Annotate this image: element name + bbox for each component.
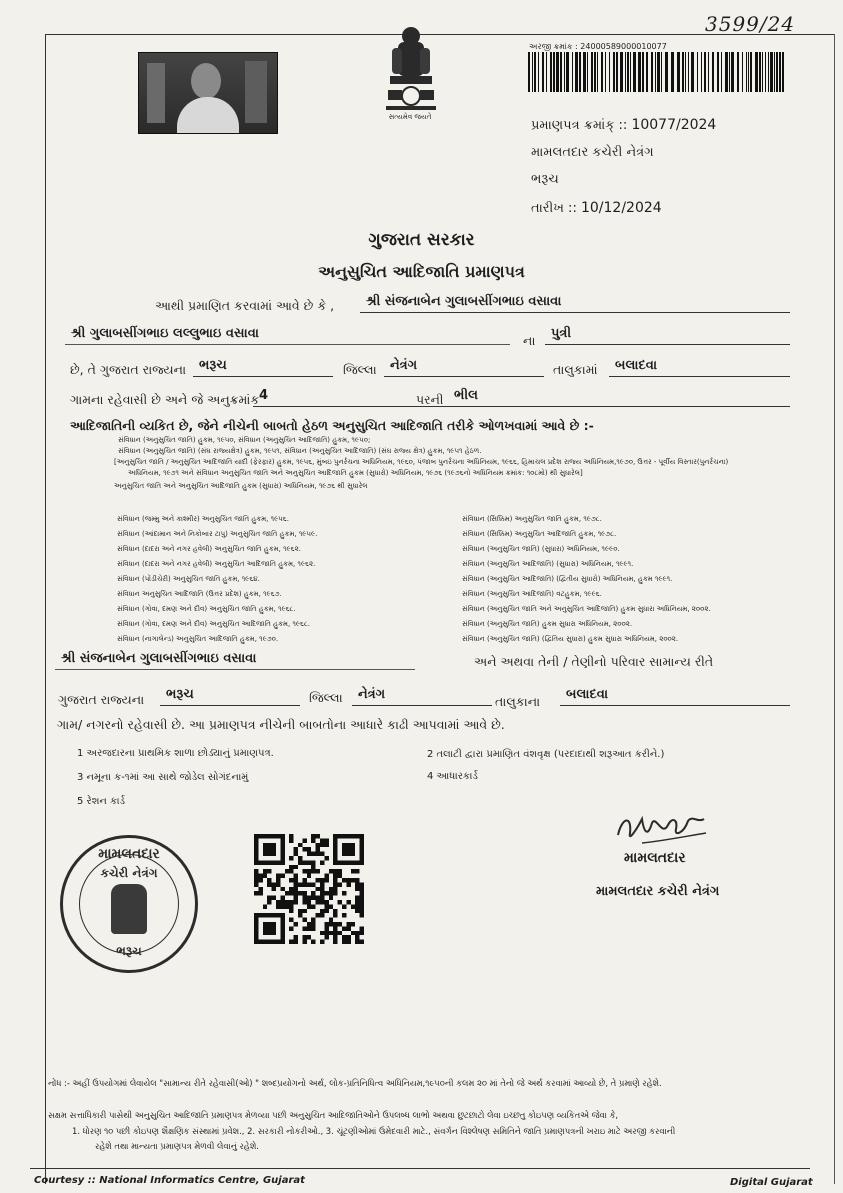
note-benefits-list: 1. ધોરણ ૧૦ પછી કોઇપણ શૈક્ષણિક સંસ્થામાં પ્રવેશ., 2. સરકારી નોકરીઓ., 3. ચૂંટણીઓમાં ઉમેદવારી માટે., સંવર્ગન વિશ્લેષણ સમિતિને જાતિ પ્રમાણપત્રની ખરાઇ માટે અરજી કરવાની (72, 1126, 676, 1136)
application-number: અરજી ક્રમાંક : 24000589000010077 (529, 42, 667, 51)
district-label: જિલ્લા (343, 362, 377, 377)
tribe-name: ભીલ (448, 387, 790, 407)
issue-date: તારીખ :: 10/12/2024 (531, 200, 662, 216)
barcode (528, 52, 788, 92)
residence-taluka-label: તાલુકાના (495, 694, 541, 709)
parni-label: પરની (416, 392, 444, 407)
taluka-label: તાલુકામાં (553, 362, 598, 377)
orders-right-list: સંવિધાન (સિક્કિમ) અનુસુચિત જાતિ હુકમ, ૧૯૭૮. સંવિધાન (સિક્કિમ) અનુસુચિત આદિજાતિ હુકમ, ૧૯૭૮. સંવિધાન (અનુસુચિત જાતિ) (સુધારા) અધિનિયમ, ૧૯૯૦. સંવિધાન (અનુસુચિત આદિજાતિ) (સુધારા) અધિનિયમ, ૧૯૯૧. સંવિધાન (અનુસુચિત આદિજાતિ) (દ્વિતીય સુધારો) અધિનિયમ, હુકમ ૧૯૯૧. સંવિધાન (અનુસુચિત આદિજાતિ) વટહુકમ, ૧૯૯૬. સંવિધાન (અનુસુચિત જાતિ અને અનુસુચિત આદિજાતિ) હુકમ સુધારા અધિનિયમ, ૨૦૦૨. સંવિધાન (અનુસુચિત જાતિ) હુકમ સુધારા અધિનિયમ, ૨૦૦૨. સંવિધાન (અનુસુચિત જાતિ) (દ્વિતિય સુધારા) હુકમ સુધારા અધિનિયમ, ૨૦૦૨. (462, 515, 711, 643)
note-residence: નોંધ :- અહીં ઉપયોગમાં લેવાયેલ "સામાન્ય રીતે રહેવાસી(ઓ) " શબ્દપ્રયોગનો અર્થ, લોક-પ્રતિનિધિત્વ અધિનિયમ,૧૯૫૦ની કલમ ૨૦ માં તેનો જે અર્થ કરવામાં આવ્યો છે, તે પ્રમાણે રહેશે. (48, 1078, 662, 1088)
footer-courtesy: Courtesy :: National Informatics Centre, Gujarat (34, 1175, 305, 1186)
district-value: ભરૂચ (193, 357, 333, 377)
village-value: બલાદવા (609, 357, 790, 377)
document-item-5: 5 રેશન કાર્ડ (77, 796, 126, 807)
issuing-office: મામલતદાર કચેરી નેત્રંગ (531, 145, 654, 160)
residence-district-label: જિલ્લા (309, 690, 343, 705)
officer-signature (612, 807, 712, 851)
note-benefits-end: રહેશે તથા માન્યતા પ્રમાણપત્ર મેળવી લેવાનું રહેશે. (95, 1141, 259, 1151)
taluka-value: નેત્રંગ (384, 357, 544, 377)
document-item-4: 4 આધારકાર્ડ (427, 771, 478, 782)
father-name: શ્રી ગુલાબસીંગભાઇ લલ્લુભાઇ વસાવા (65, 325, 510, 345)
residence-state-label: ગુજરાત રાજ્યના (58, 692, 145, 707)
residence-statement: ગામ/ નગરનો રહેવાસી છે. આ પ્રમાણપત્ર નીચેની બાબતોના આધારે કાઢી આપવામાં આવે છે. (57, 717, 505, 732)
applicant-photo (138, 52, 278, 134)
identification-statement: આદિજાતિની વ્યકિત છે, જેને નીચેની બાબતો હેઠળ અનુસુચિત આદિજાતિ તરીકે ઓળખવામાં આવે છે :- (70, 418, 594, 433)
na-label: ના (523, 333, 536, 348)
applicant-name: શ્રી સંજનાબેન ગુલાબસીંગભાઇ વસાવા (360, 293, 790, 313)
resident-label: ગામના રહેવાસી છે અને જે અનુક્રમાંક (70, 392, 260, 407)
footer-digital-gujarat: Digital Gujarat (730, 1177, 813, 1188)
office-seal: મામલતદાર કચેરી નેત્રંગ ભરૂચ (60, 835, 198, 973)
handwritten-number: 3599/24 (705, 12, 796, 36)
signatory-office: મામલતદાર કચેરી નેત્રંગ (596, 884, 720, 899)
issuing-district: ભરૂચ (531, 172, 559, 187)
note-benefits: સક્ષમ સત્તાધિકારી પાસેથી અનુસુચિત આદિજાતિ પ્રમાણપત્ર મેળવ્યા પછી અનુસુચિત આદિજાતિઓને ઉપલબ્ધ લાભો અથવા છુટછાટો લેવા ઇચ્છતુ કોઇપણ વ્યકિતએ જેવા કે, (48, 1110, 619, 1120)
signatory-title: મામલતદાર (624, 850, 686, 866)
emblem-caption: સત્યમેવ જયતે (388, 113, 432, 121)
relation: પુત્રી (545, 325, 790, 345)
residence-district: ભરૂચ (160, 686, 300, 706)
footer-divider (30, 1168, 810, 1169)
frame-right-border (834, 34, 835, 1184)
certificate-number: પ્રમાણપત્ર ક્રમાંક્ :: 10077/2024 (531, 117, 717, 133)
document-item-2: 2 તલાટી દ્વારા પ્રમાણિત વંશવૃક્ષ (પરદાદાથી શરૂઆત કરીને.) (427, 749, 665, 760)
residence-tail: અને અથવા તેની / તેણીનો પરિવાર સામાન્ય રીતે (474, 654, 714, 669)
residence-name: શ્રી સંજનાબેન ગુલાબસીંગભાઇ વસાવા (55, 650, 415, 670)
residence-taluka: નેત્રંગ (352, 686, 492, 706)
frame-left-border (45, 34, 46, 1184)
national-emblem-icon (378, 24, 444, 116)
document-item-3: 3 નમૂના ક-૧માં આ સાથે જોડેલ સોગંદનામું (77, 772, 249, 783)
qr-code (254, 833, 364, 945)
document-title: અનુસુચિત આદિજાતિ પ્રમાણપત્ર (318, 262, 525, 281)
government-title: ગુજરાત સરકાર (368, 230, 475, 250)
state-label: છે, તે ગુજરાત રાજ્યના (70, 362, 187, 377)
document-item-1: 1 અરજદારના પ્રાથમિક શાળા છોડ્યાનું પ્રમાણપત્ર. (77, 748, 274, 759)
orders-left-list: સંવિધાન (જમ્મુ અને કાશ્મીર) અનુસુચિત જાતિ હુકમ, ૧૯૫૬. સંવિધાન (આંદામાન અને નિકોબાર ટાપુ) અનુસુચિત જાતિ હુકમ, ૧૯૫૯. સંવિધાન (દાદરા અને નગર હવેલી) અનુસુચિત જાતિ હુકમ, ૧૯૬૨. સંવિધાન (દાદરા અને નગર હવેલી) અનુસુચિત આદિજાતિ હુકમ, ૧૯૬૨. સંવિધાન (પોંડીચેરી) અનુસુચિત જાતિ હુકમ, ૧૯૬૪. સંવિધાન અનુસુચિત આદિજાતિ (ઉત્તર પ્રદેશ) હુકમ, ૧૯૬૭. સંવિધાન (ગોવા, દમણ અને દીવ) અનુસુચિત જાતિ હુકમ, ૧૯૬૮. સંવિધાન (ગોવા, દમણ અને દીવ) અનુસુચિત આદિજાતિ હુકમ, ૧૯૬૮. સંવિધાન (નાગાલેન્ડ) અનુસુચિત આદિજાતિ હુકમ, ૧૯૭૦. (117, 515, 318, 643)
certify-label: આથી પ્રમાણિત કરવામાં આવે છે કે , (155, 298, 335, 313)
residence-village: બલાદવા (560, 686, 790, 706)
serial-number: 4 (253, 387, 453, 407)
orders-block: સંવિધાન (અનુસુચિત જાતિ) હુકમ, ૧૯૫૦, સંવિધાન (અનુસુચિત આદિજાતિ) હુકમ, ૧૯૫૦; સંવિધાન (અનુસુચિત જાતિ) (સંઘ રાજ્યક્ષેત્ર) હુકમ, ૧૯૫૧, સંવિધાન (અનુસુચિત આદિજાતિ) (સંઘ રાજ્ય ક્ષેત્ર) હુકમ, ૧૯૫૧ હેઠળ. [અનુસુચિત જાતિ / અનુસુચિત આદિજાતિ યાદી (ફેરફાર) હુકમ, ૧૯૫૬, મુંબઇ પુનર્રચના અધિનિયમ, ૧૯૬૦, પંજાબ પુનર્રચના અધિનિયમ, ૧૯૬૬, હિમાચલ પ્રદેશ રાજ્ય અધિનિયમ,૧૯૭૦, ઉત્તર - પૂર્વીય વિસ્તાર(પુનર્રચના) અધિનિયમ, ૧૯૭૧ અને સંવિધાન અનુસુચિત જાતિ અને અનુસુચિત આદિજાતિ હુકમ (સુધારો) અધિનિયમ, ૧૯૭૬ (૧૯૭૬નો અધિનિયમ ક્રમાંક: ૧૦૮મો) થી સુધારેલ] અનુસુચિત જાતિ અને અનુસુચિત આદિજાતિ હુકમ (સુધારા) અધિનિયમ, ૧૯૭૬ થી સુધારેલ (114, 436, 729, 490)
